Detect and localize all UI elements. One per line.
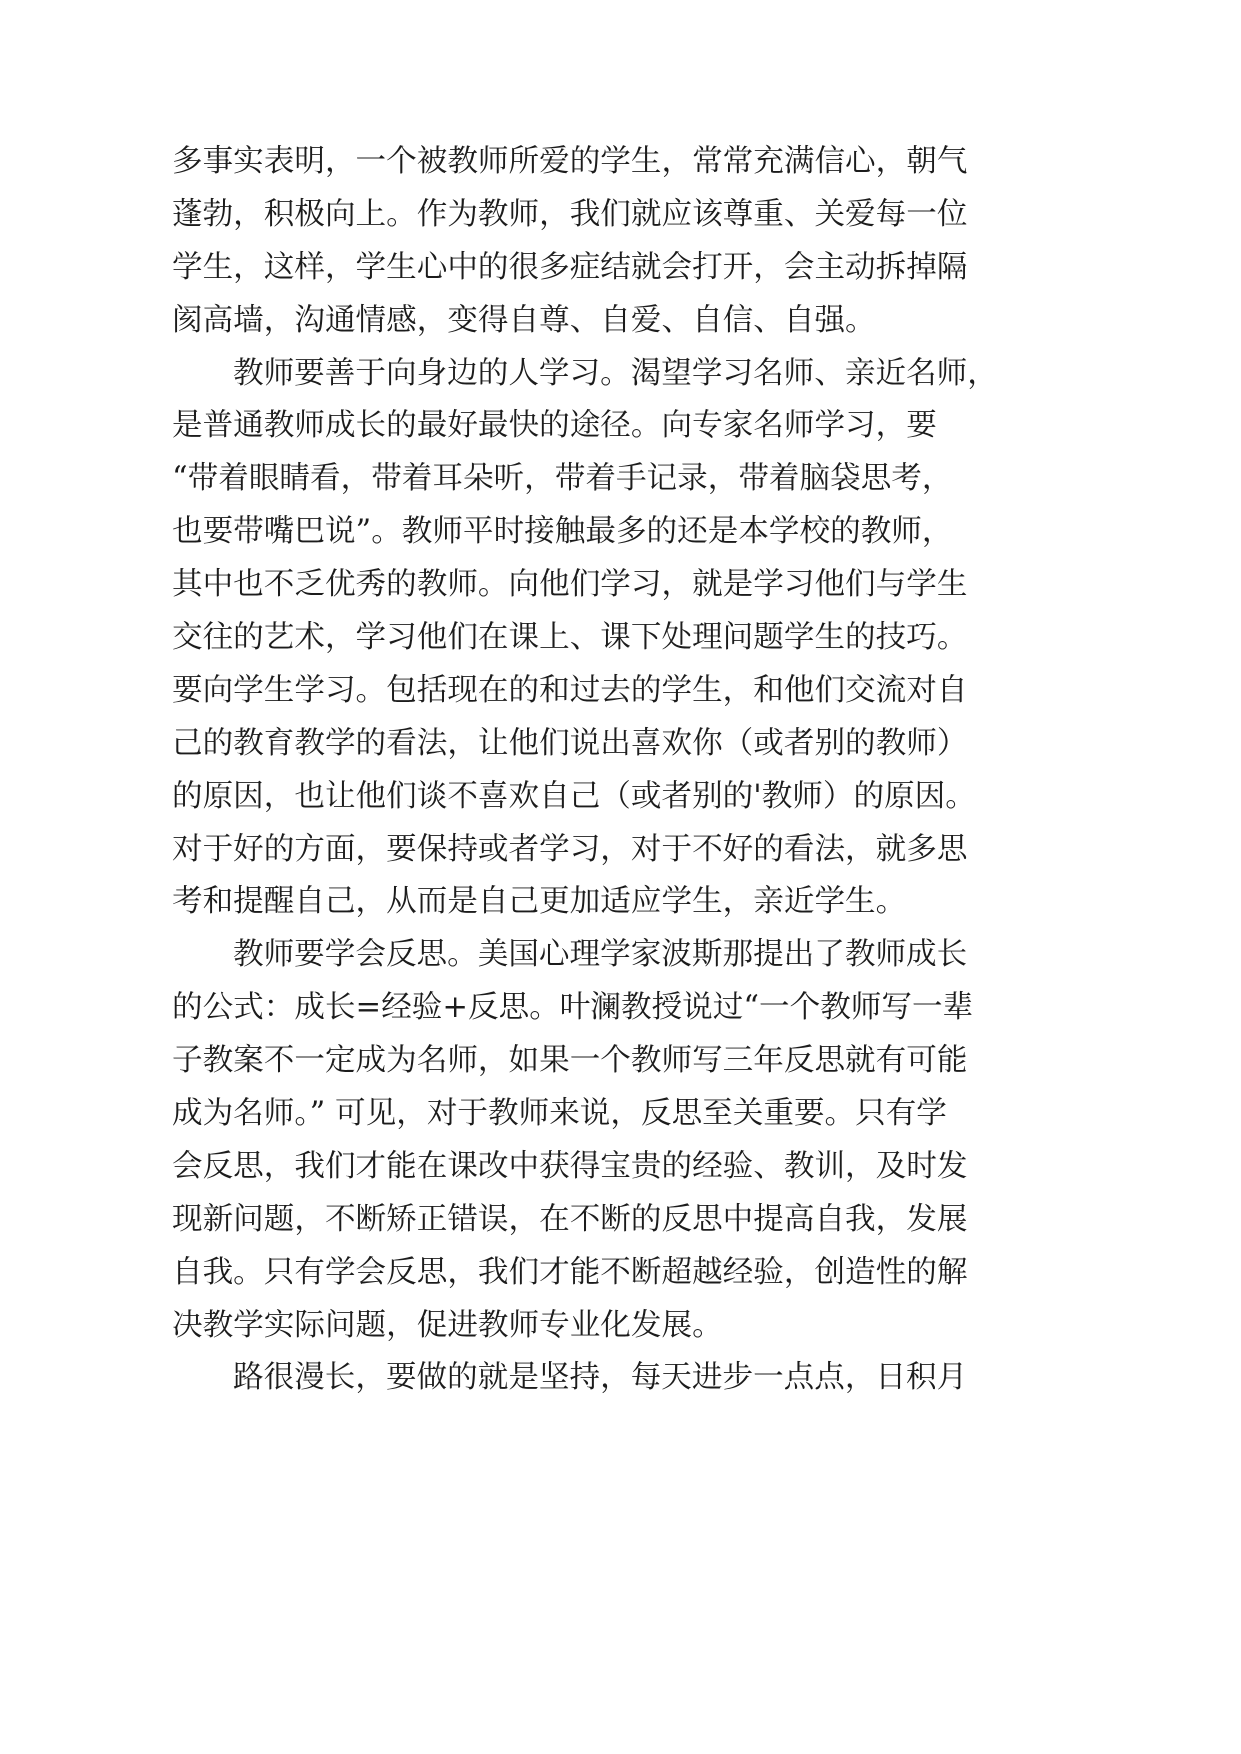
text-line: 的原因，也让他们谈不喜欢自己（或者别的'教师）的原因。 xyxy=(172,778,976,814)
text-line: 蓬勃，积极向上。作为教师，我们就应该尊重、关爱每一位 xyxy=(172,196,968,232)
text-line: 现新问题，不断矫正错误，在不断的反思中提高自我，发展 xyxy=(172,1201,968,1237)
text-line: 子教案不一定成为名师，如果一个教师写三年反思就有可能 xyxy=(172,1043,968,1079)
paragraph-reflection xyxy=(172,929,1052,1352)
text-line: 成为名师。” 可见，对于教师来说，反思至关重要。只有学 xyxy=(172,1096,947,1132)
text-line: 教师要学会反思。美国心理学家波斯那提出了教师成长 xyxy=(233,937,968,973)
text-line: 己的教育教学的看法，让他们说出喜欢你（或者别的教师） xyxy=(172,725,968,761)
text-line: 也要带嘴巴说”。教师平时接触最多的还是本学校的教师， xyxy=(172,514,953,550)
document-body xyxy=(172,136,1052,1405)
paragraph-learning-from-others xyxy=(172,348,1052,930)
text-line: 会反思，我们才能在课改中获得宝贵的经验、教训，及时发 xyxy=(172,1148,968,1184)
text-line: 的公式：成长=经验+反思。叶澜教授说过“一个教师写一辈 xyxy=(172,990,974,1026)
text-line: 阂高墙，沟通情感，变得自尊、自爱、自信、自强。 xyxy=(172,302,876,338)
paragraph-continuation xyxy=(172,136,1052,348)
text-line: 考和提醒自己，从而是自己更加适应学生，亲近学生。 xyxy=(172,884,907,920)
text-line: 其中也不乏优秀的教师。向他们学习，就是学习他们与学生 xyxy=(172,567,968,603)
text-line: 要向学生学习。包括现在的和过去的学生，和他们交流对自 xyxy=(172,672,968,708)
text-line: 自我。只有学会反思，我们才能不断超越经验，创造性的解 xyxy=(172,1254,968,1290)
text-line: 教师要善于向身边的人学习。渴望学习名师、亲近名师， xyxy=(233,355,998,391)
text-line: 决教学实际问题，促进教师专业化发展。 xyxy=(172,1307,723,1343)
text-line: 对于好的方面，要保持或者学习，对于不好的看法，就多思 xyxy=(172,831,968,867)
text-line: 交往的艺术，学习他们在课上、课下处理问题学生的技巧。 xyxy=(172,620,968,656)
text-line: 路很漫长，要做的就是坚持，每天进步一点点，日积月 xyxy=(233,1360,968,1396)
text-line: 学生，这样，学生心中的很多症结就会打开，会主动拆掉隔 xyxy=(172,249,968,285)
paragraph-perseverance xyxy=(172,1352,1052,1405)
text-line: “带着眼睛看，带着耳朵听，带着手记录，带着脑袋思考， xyxy=(172,461,953,497)
text-line: 多事实表明，一个被教师所爱的学生，常常充满信心，朝气 xyxy=(172,144,968,179)
text-line: 是普通教师成长的最好最快的途径。向专家名师学习，要 xyxy=(172,408,937,444)
